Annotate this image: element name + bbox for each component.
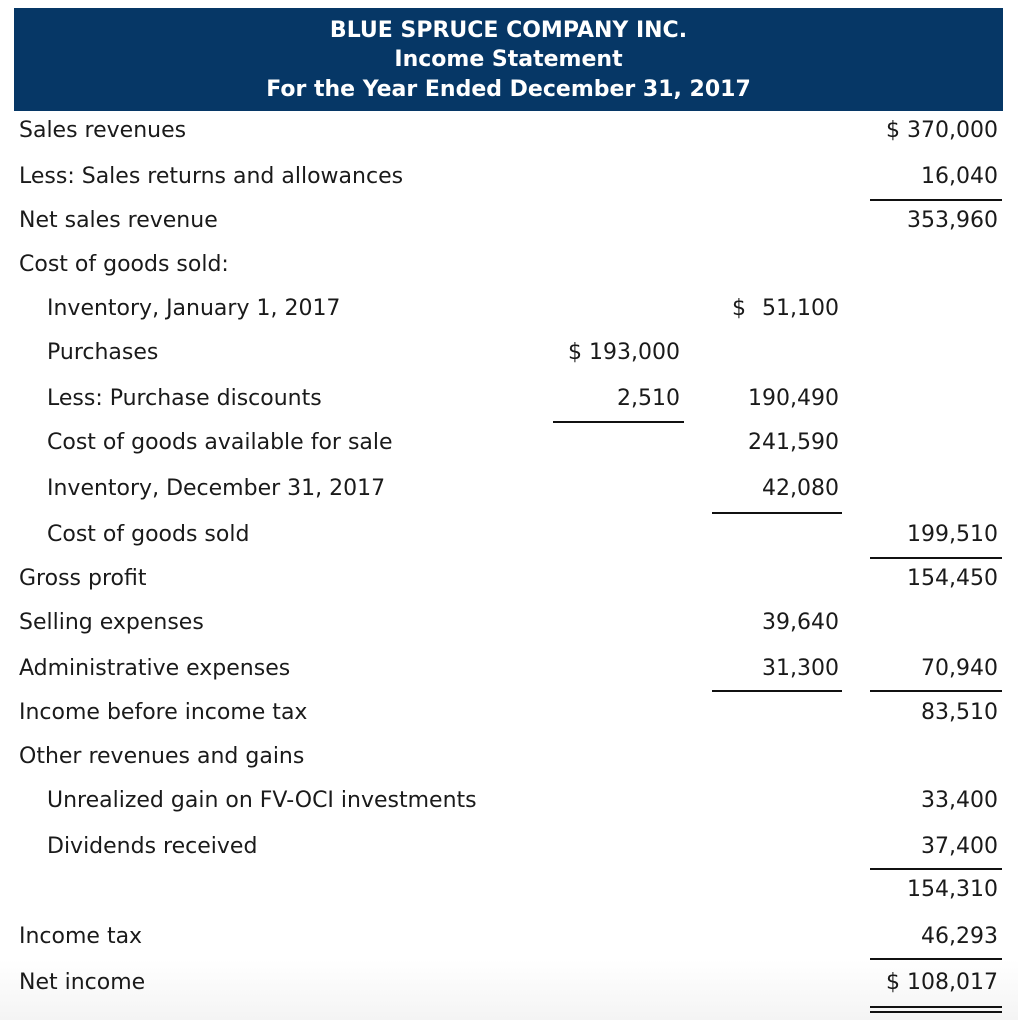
row-gross-profit [0, 566, 1018, 610]
amount-col3: 154,450 [907, 566, 998, 591]
amount-col3: 199,510 [907, 522, 998, 547]
row-label: Administrative expenses [19, 656, 291, 681]
amount-col1: 2,510 [617, 386, 680, 411]
row-label: Other revenues and gains [19, 744, 305, 769]
underline [870, 868, 1002, 870]
row-label: Purchases [47, 340, 159, 365]
amount-col3: $ 370,000 [886, 118, 998, 143]
underline [870, 557, 1002, 559]
row-label: Inventory, December 31, 2017 [47, 476, 386, 501]
row-unrealized-gain [0, 788, 1018, 832]
row-purchases [0, 340, 1018, 384]
row-label: Unrealized gain on FV-OCI investments [47, 788, 477, 813]
row-label: Inventory, January 1, 2017 [47, 296, 341, 321]
row-label: Less: Sales returns and allowances [19, 164, 404, 189]
amount-col3: $ 108,017 [886, 970, 998, 995]
amount-col3: 154,310 [907, 877, 998, 902]
amount-col2: 42,080 [762, 476, 839, 501]
amount-col3: 46,293 [921, 924, 998, 949]
amount-col3: 33,400 [921, 788, 998, 813]
amount-col2: 241,590 [748, 430, 839, 455]
row-label: Income before income tax [19, 700, 308, 725]
row-label: Less: Purchase discounts [47, 386, 322, 411]
statement-period: For the Year Ended December 31, 2017 [266, 77, 751, 102]
row-purchase-discounts [0, 386, 1018, 430]
company-name: BLUE SPRUCE COMPANY INC. [329, 18, 688, 43]
amount-col3: 83,510 [921, 700, 998, 725]
amount-col2: 31,300 [762, 656, 839, 681]
amount-col3: 70,940 [921, 656, 998, 681]
underline [712, 512, 842, 514]
row-subtotal [0, 877, 1018, 921]
amount-col3: 353,960 [907, 208, 998, 233]
amount-value: 51,100 [762, 296, 839, 321]
row-sales-revenues [0, 118, 1018, 162]
row-label: Income tax [19, 924, 143, 949]
amount-col3: 16,040 [921, 164, 998, 189]
row-label: Cost of goods available for sale [47, 430, 393, 455]
row-label: Selling expenses [19, 610, 204, 635]
row-selling-expenses [0, 610, 1018, 654]
statement-title: Income Statement [394, 47, 623, 72]
amount-col2 [712, 296, 839, 321]
dollar-sign: $ [732, 296, 747, 321]
amount-col3: 37,400 [921, 834, 998, 859]
row-net-income [0, 970, 1018, 1014]
row-dividends [0, 834, 1018, 878]
double-underline-top [870, 1006, 1002, 1008]
row-income-before-tax [0, 700, 1018, 744]
row-other-revenues [0, 744, 1018, 788]
row-inventory-jan [0, 296, 1018, 340]
underline [553, 421, 684, 423]
row-label: Net income [19, 970, 146, 995]
underline [870, 199, 1002, 201]
row-sales-returns [0, 164, 1018, 208]
row-income-tax [0, 924, 1018, 968]
row-label: Dividends received [47, 834, 258, 859]
amount-col1: $ 193,000 [568, 340, 680, 365]
row-label: Sales revenues [19, 118, 187, 143]
statement-header [14, 8, 1003, 111]
underline [870, 958, 1002, 960]
amount-col2: 39,640 [762, 610, 839, 635]
row-goods-available [0, 430, 1018, 474]
row-label: Cost of goods sold [47, 522, 250, 547]
row-cogs [0, 522, 1018, 566]
row-cogs-heading [0, 252, 1018, 296]
double-underline-bottom [870, 1011, 1002, 1013]
underline [870, 690, 1002, 692]
row-net-sales [0, 208, 1018, 252]
amount-col2: 190,490 [748, 386, 839, 411]
row-inventory-dec [0, 476, 1018, 520]
row-label: Net sales revenue [19, 208, 218, 233]
row-admin-expenses [0, 656, 1018, 700]
underline [712, 690, 842, 692]
row-label: Gross profit [19, 566, 147, 591]
row-label: Cost of goods sold: [19, 252, 229, 277]
